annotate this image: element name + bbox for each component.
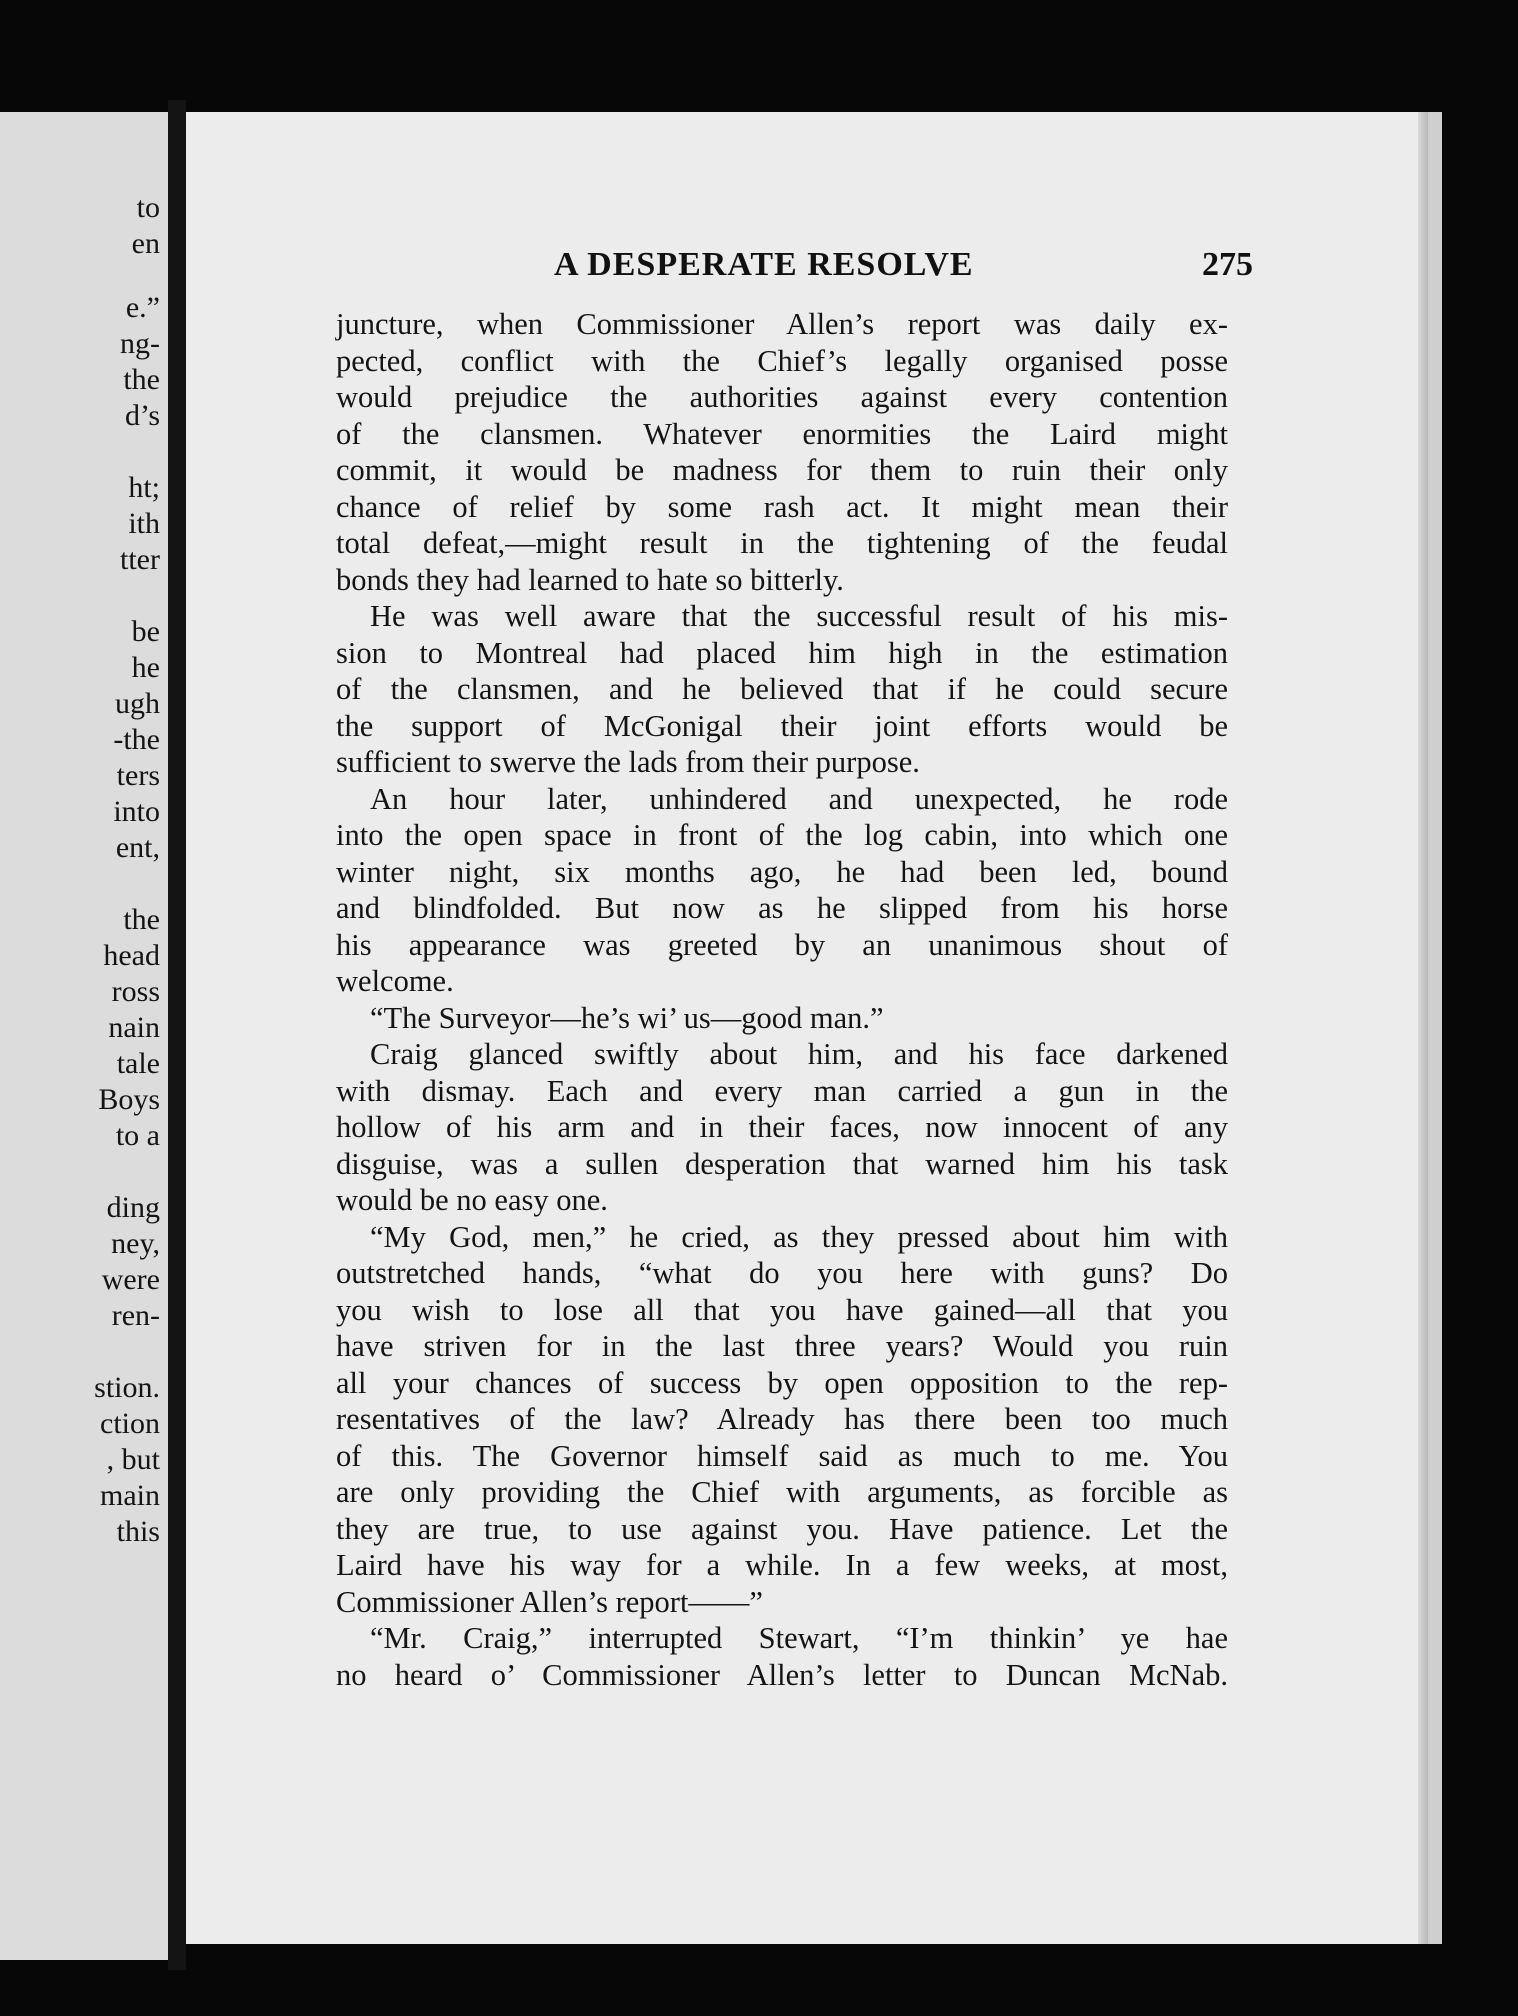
text-line: and blindfolded. But now as he slipped from his horse: [336, 891, 1228, 925]
text-line: He was well aware that the successful result of his mis-: [370, 599, 1228, 633]
left-page-fragment: nain: [108, 1011, 160, 1044]
left-page-fragment: be: [131, 615, 160, 648]
book-spine: [168, 100, 186, 1970]
left-page-fragment: to: [136, 191, 160, 224]
left-page: [0, 112, 168, 1960]
left-page-fragment: ng-: [120, 327, 160, 360]
left-page-fragment: ent,: [115, 831, 160, 864]
text-line: the support of McGonigal their joint efforts would be: [336, 708, 1228, 743]
text-line: they are true, to use against you. Have patience. Let the: [336, 1511, 1228, 1546]
text-line: Commissioner Allen’s report——”: [336, 1584, 763, 1619]
text-line: have striven for in the last three years? Would you ruin: [336, 1329, 1228, 1363]
text-line: Craig glanced swiftly about him, and his face darkened: [370, 1037, 1228, 1071]
text-line: of the clansmen, and he believed that if he could secure: [336, 672, 1228, 706]
text-line: winter night, six months ago, he had been led, bound: [336, 854, 1228, 889]
text-line: sufficient to swerve the lads from their purpose.: [336, 745, 920, 779]
text-line: his appearance was greeted by an unanimous shout of: [336, 927, 1228, 962]
text-line: “My God, men,” he cried, as they pressed about him with: [370, 1219, 1228, 1254]
left-page-fragment: ugh: [115, 687, 160, 720]
text-line: would prejudice the authorities against every contention: [336, 380, 1228, 414]
text-line: commit, it would be madness for them to ruin their only: [336, 453, 1228, 487]
text-line: chance of relief by some rash act. It might mean their: [336, 489, 1228, 524]
text-line: are only providing the Chief with arguments, as forcible as: [336, 1475, 1228, 1509]
text-line: welcome.: [336, 964, 454, 998]
left-page-fragment: main: [100, 1479, 160, 1512]
text-line: An hour later, unhindered and unexpected, he rode: [370, 781, 1228, 816]
left-page-fragment: tter: [120, 543, 160, 576]
left-page-fragment: this: [116, 1515, 160, 1548]
left-page-fragment: ters: [116, 759, 160, 792]
text-line: “The Surveyor—he’s wi’ us—good man.”: [370, 1000, 884, 1035]
left-page-fragment: he: [131, 651, 160, 684]
left-page-fragment: stion.: [94, 1371, 160, 1404]
page-edge: [1418, 112, 1428, 1944]
text-line: with dismay. Each and every man carried a gun in the: [336, 1073, 1228, 1108]
left-page-fragment: , but: [106, 1443, 160, 1476]
left-page-fragment: ren-: [111, 1299, 160, 1332]
text-line: juncture, when Commissioner Allen’s report was daily ex-: [336, 307, 1228, 341]
left-page-fragment: ction: [100, 1407, 160, 1440]
left-page-fragment: d’s: [124, 399, 160, 432]
left-page-fragment: Boys: [98, 1083, 160, 1116]
text-line: “Mr. Craig,” interrupted Stewart, “I’m thinkin’ ye hae: [370, 1621, 1228, 1655]
left-page-fragment: ding: [106, 1191, 160, 1224]
left-page-fragment: e.”: [125, 291, 160, 324]
text-line: would be no easy one.: [336, 1183, 608, 1217]
text-line: all your chances of success by open opposition to the rep-: [336, 1365, 1228, 1400]
text-line: resentatives of the law? Already has there been too much: [336, 1402, 1228, 1436]
text-line: total defeat,—might result in the tightening of the feudal: [336, 526, 1228, 560]
left-page-fragment: en: [131, 227, 160, 260]
text-line: Laird have his way for a while. In a few weeks, at most,: [336, 1548, 1228, 1582]
running-head: A DESPERATE RESOLVE: [554, 246, 974, 283]
left-page-fragment: ross: [111, 975, 160, 1008]
right-page: [186, 112, 1442, 1944]
text-line: outstretched hands, “what do you here with guns? Do: [336, 1256, 1228, 1290]
text-line: hollow of his arm and in their faces, now innocent of any: [336, 1110, 1228, 1144]
left-page-fragment: to a: [115, 1119, 160, 1152]
text-line: sion to Montreal had placed him high in the estimation: [336, 635, 1228, 670]
body-text: [336, 306, 1228, 1693]
left-page-fragment: the: [123, 363, 160, 396]
left-page-fragment: were: [101, 1263, 160, 1296]
left-page-fragment: -the: [113, 723, 160, 756]
text-line: you wish to lose all that you have gained—all that you: [336, 1292, 1228, 1327]
left-page-fragment: the: [123, 903, 160, 936]
left-page-fragment: head: [103, 939, 160, 972]
text-line: no heard o’ Commissioner Allen’s letter to Duncan McNab.: [336, 1657, 1228, 1692]
text-line: of this. The Governor himself said as much to me. You: [336, 1438, 1228, 1473]
left-page-fragment: tale: [116, 1047, 160, 1080]
text-line: pected, conflict with the Chief’s legally organised posse: [336, 343, 1228, 378]
left-page-fragment: ht;: [128, 471, 160, 504]
text-line: disguise, was a sullen desperation that warned him his task: [336, 1146, 1228, 1181]
text-line: into the open space in front of the log cabin, into which one: [336, 818, 1228, 852]
left-page-fragment: ith: [128, 507, 160, 540]
text-line: of the clansmen. Whatever enormities the Laird might: [336, 416, 1228, 451]
left-page-fragment: ney,: [111, 1227, 160, 1260]
page-number: 275: [1202, 246, 1253, 283]
left-page-fragment: into: [113, 795, 160, 828]
text-line: bonds they had learned to hate so bitterly.: [336, 562, 844, 597]
